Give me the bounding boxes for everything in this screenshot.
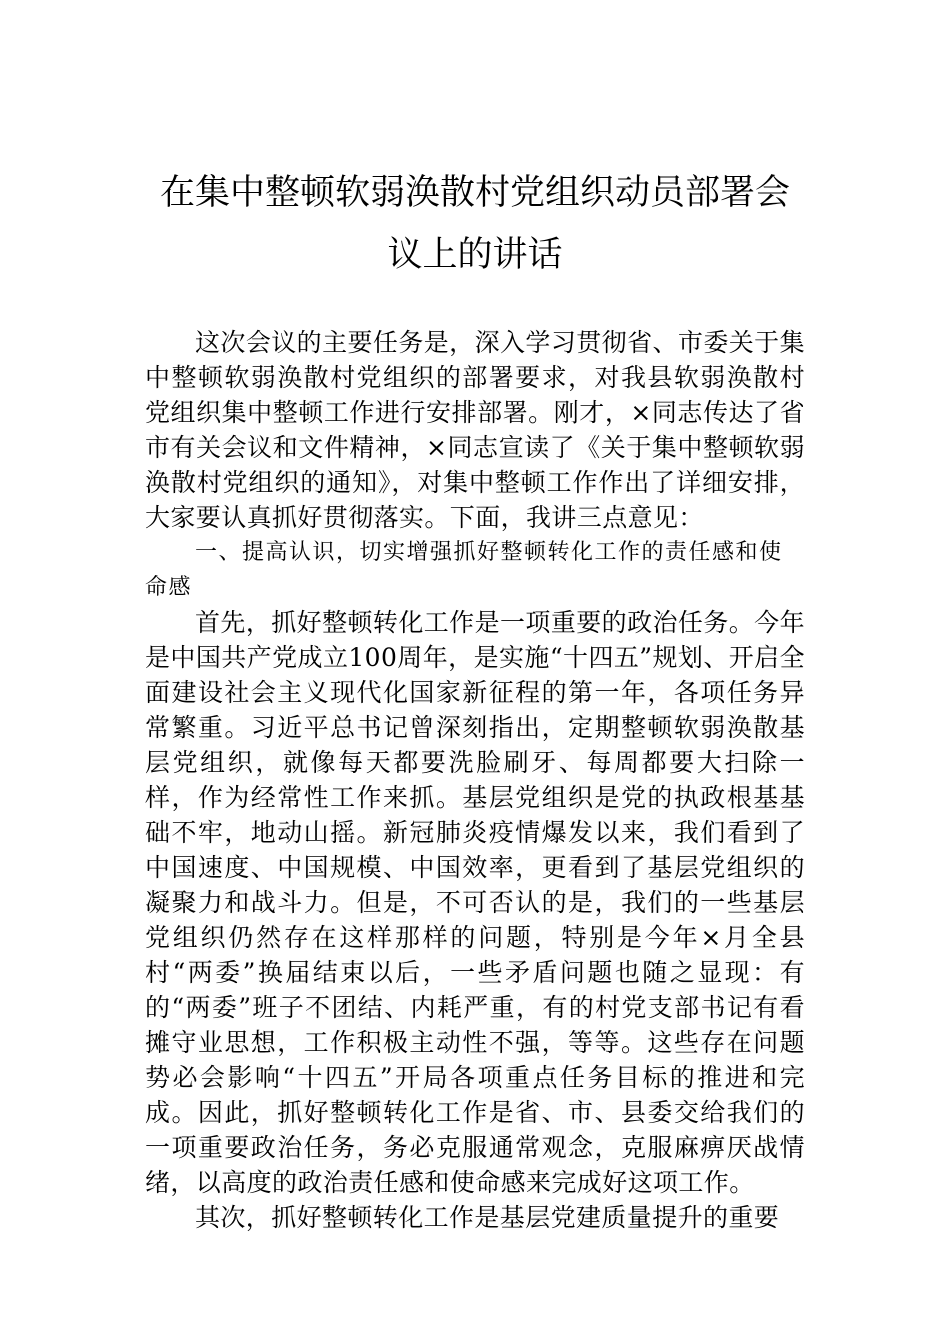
title-line-2: 议上的讲话: [387, 235, 563, 275]
section-heading-1: 一、提高认识，切实增强抓好整顿转化工作的责任感和使命感: [145, 540, 783, 600]
document-body: [145, 325, 805, 1235]
body-paragraph-second: 其次，抓好整顿转化工作是基层党建质量提升的重要: [195, 1203, 780, 1232]
body-paragraph-first: 首先，抓好整顿转化工作是一项重要的政治任务。今年是中国共产党成立100周年，是实施“十四五”规划、开启全面建设社会主义现代化国家新征程的第一年，各项任务异常繁重。习近平总书记曾深刻指出，定期整顿软弱涣散基层党组织，就像每天都要洗脸刷牙、每周都要大扫除一样，作为经常性工作来抓。基层党组织是党的执政根基基础不牢，地动山摇。新冠肺炎疫情爆发以来，我们看到了中国速度、中国规模、中国效率，更看到了基层党组织的凝聚力和战斗力。但是，不可否认的是，我们的一些基层党组织仍然存在这样那样的问题，特别是今年×月全县村“两委”换届结束以后，一些矛盾问题也随之显现：有的“两委”班子不团结、内耗严重，有的村党支部书记有看摊守业思想，工作积极主动性不强，等等。这些存在问题势必会影响“十四五”开局各项重点任务目标的推进和完成。因此，抓好整顿转化工作是省、市、县委交给我们的一项重要政治任务，务必克服通常观念，克服麻痹厌战情绪，以高度的政治责任感和使命感来完成好这项工作。: [145, 608, 805, 1197]
document-title: [145, 162, 805, 286]
intro-paragraph: 这次会议的主要任务是，深入学习贯彻省、市委关于集中整顿软弱涣散村党组织的部署要求，对我县软弱涣散村党组织集中整顿工作进行安排部署。刚才，×同志传达了省市有关会议和文件精神，×同志宣读了《关于集中整顿软弱涣散村党组织的通知》，对集中整顿工作作出了详细安排，大家要认真抓好贯彻落实。下面，我讲三点意见：: [145, 328, 805, 532]
title-line-1: 在集中整顿软弱涣散村党组织动员部署会: [159, 173, 790, 213]
